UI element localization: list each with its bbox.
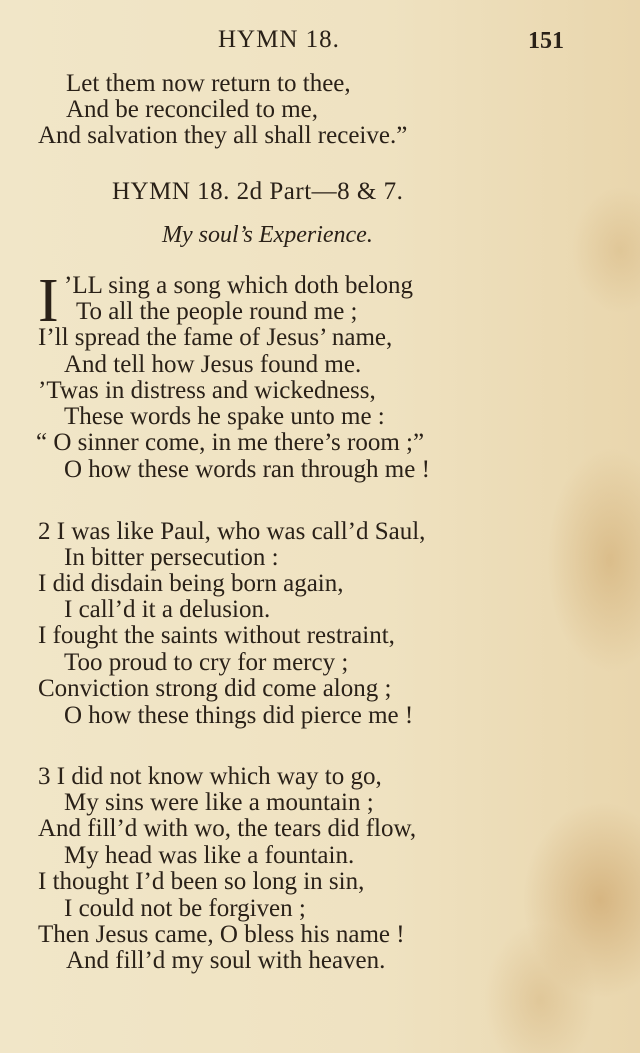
verse-line: Then Jesus came, O bless his name !	[38, 921, 405, 948]
verse-line: I’ll spread the fame of Jesus’ name,	[38, 324, 393, 351]
verse-line: To all the people round me ;	[76, 298, 358, 325]
verse-line: In bitter persecution :	[64, 544, 279, 571]
verse-line: I thought I’d been so long in sin,	[38, 868, 365, 895]
drop-cap: I	[38, 267, 59, 335]
verse-line: I fought the saints without restraint,	[38, 622, 395, 649]
verse-line: ’LL sing a song which doth belong	[64, 272, 414, 299]
verse-line: My head was like a fountain.	[64, 842, 355, 869]
verse-line: 2 I was like Paul, who was call’d Saul,	[38, 518, 426, 545]
verse-line: Conviction strong did come along ;	[38, 675, 392, 702]
text-line: And be reconciled to me,	[66, 96, 318, 123]
verse-line: And tell how Jesus found me.	[64, 351, 362, 378]
running-head: HYMN 18.	[218, 26, 340, 53]
verse-line: And fill’d my soul with heaven.	[66, 947, 386, 974]
verse-line: I call’d it a delusion.	[64, 596, 271, 623]
page-header	[0, 26, 640, 56]
hymn-title: HYMN 18. 2d Part—8 & 7.	[112, 178, 404, 205]
verse-line: Too proud to cry for mercy ;	[64, 649, 349, 676]
hymn-subtitle: My soul’s Experience.	[162, 222, 373, 248]
verse-line: O how these words ran through me !	[64, 456, 430, 483]
text-line: Let them now return to thee,	[66, 70, 351, 97]
verse-line: 3 I did not know which way to go,	[38, 763, 382, 790]
verse-line: And fill’d with wo, the tears did flow,	[38, 815, 417, 842]
verse-line: ’Twas in distress and wickedness,	[38, 377, 376, 404]
page-number: 151	[528, 28, 564, 54]
verse-line: These words he spake unto me :	[64, 403, 385, 430]
verse-line: My sins were like a mountain ;	[64, 789, 374, 816]
verse-line: “ O sinner come, in me there’s room ;”	[36, 429, 425, 456]
verse-line: I did disdain being born again,	[38, 570, 344, 597]
verse-line: O how these things did pierce me !	[64, 702, 414, 729]
text-line: And salvation they all shall receive.”	[38, 122, 408, 149]
verse-line: I could not be forgiven ;	[64, 895, 306, 922]
